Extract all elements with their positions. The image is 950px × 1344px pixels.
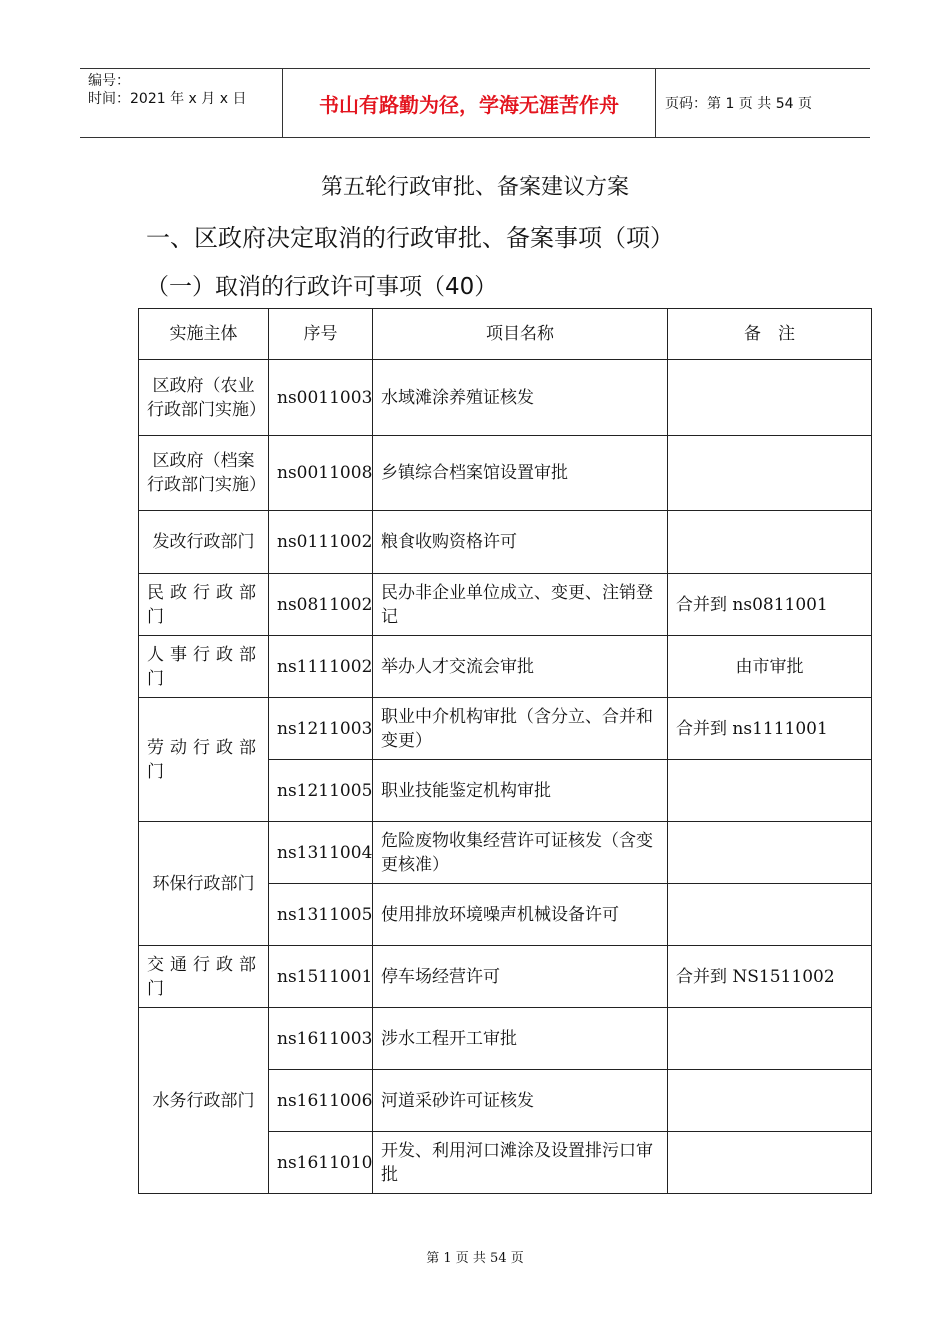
code-cell: ns1311004 xyxy=(269,822,373,884)
note-cell xyxy=(668,1132,872,1194)
code-cell: ns1611006 xyxy=(269,1070,373,1132)
table-row xyxy=(139,1008,872,1070)
header-meta xyxy=(80,69,282,137)
note-cell xyxy=(668,760,872,822)
page-info: 页码：第 1 页 共 54 页 xyxy=(665,96,812,112)
name-cell: 河道采砂许可证核发 xyxy=(373,1070,668,1132)
code-cell: ns1511001 xyxy=(269,946,373,1008)
note-cell xyxy=(668,1070,872,1132)
note-cell: 合并到 ns0811001 xyxy=(668,574,872,636)
subject-cell: 民政行政部门 xyxy=(139,574,269,636)
name-cell: 举办人才交流会审批 xyxy=(373,636,668,698)
subject-cell: 环保行政部门 xyxy=(139,822,269,946)
name-cell: 粮食收购资格许可 xyxy=(373,511,668,574)
note-cell xyxy=(668,1008,872,1070)
code-cell: ns0811002 xyxy=(269,574,373,636)
code-cell: ns0011008 xyxy=(269,436,373,511)
subject-cell: 水务行政部门 xyxy=(139,1008,269,1194)
table-row xyxy=(139,822,872,884)
code-cell: ns1211003 xyxy=(269,698,373,760)
motto: 书山有路勤为径，学海无涯苦作舟 xyxy=(282,69,656,137)
document-title: 第五轮行政审批、备案建议方案 xyxy=(320,175,629,200)
note-cell: 由市审批 xyxy=(668,636,872,698)
table-row xyxy=(139,946,872,1008)
column-header-code: 序号 xyxy=(269,309,373,360)
subject-cell: 发改行政部门 xyxy=(139,511,269,574)
table-row xyxy=(139,436,872,511)
table-row xyxy=(139,636,872,698)
name-cell: 危险废物收集经营许可证核发（含变更核准） xyxy=(373,822,668,884)
name-cell: 职业中介机构审批（含分立、合并和变更） xyxy=(373,698,668,760)
subject-cell: 区政府（档案行政部门实施） xyxy=(139,436,269,511)
column-header-subject: 实施主体 xyxy=(139,309,269,360)
table-row xyxy=(139,511,872,574)
table-row xyxy=(139,698,872,760)
code-cell: ns1611010 xyxy=(269,1132,373,1194)
name-cell: 乡镇综合档案馆设置审批 xyxy=(373,436,668,511)
section-heading: 一、区政府决定取消的行政审批、备案事项（项） xyxy=(146,224,674,252)
name-cell: 停车场经营许可 xyxy=(373,946,668,1008)
code-cell: ns1611003 xyxy=(269,1008,373,1070)
table-header-row xyxy=(139,309,872,360)
name-cell: 开发、利用河口滩涂及设置排污口审批 xyxy=(373,1132,668,1194)
note-cell: 合并到 ns1111001 xyxy=(668,698,872,760)
name-cell: 职业技能鉴定机构审批 xyxy=(373,760,668,822)
column-header-name: 项目名称 xyxy=(373,309,668,360)
approval-table xyxy=(138,308,872,1194)
column-header-note: 备 注 xyxy=(668,309,872,360)
number-label: 编号： xyxy=(88,73,130,89)
time-label: 时间：2021 年 x 月 x 日 xyxy=(88,91,247,107)
name-cell: 使用排放环境噪声机械设备许可 xyxy=(373,884,668,946)
note-cell xyxy=(668,360,872,436)
note-cell xyxy=(668,884,872,946)
name-cell: 水域滩涂养殖证核发 xyxy=(373,360,668,436)
name-cell: 涉水工程开工审批 xyxy=(373,1008,668,1070)
code-cell: ns1211005 xyxy=(269,760,373,822)
code-cell: ns1111002 xyxy=(269,636,373,698)
subsection-heading: （一）取消的行政许可事项（40） xyxy=(146,274,498,300)
subject-cell: 交通行政部门 xyxy=(139,946,269,1008)
page-footer: 第 1 页 共 54 页 xyxy=(426,1251,524,1266)
note-cell xyxy=(668,436,872,511)
code-cell: ns0011003 xyxy=(269,360,373,436)
page-header xyxy=(80,68,870,138)
subject-cell: 劳动行政部门 xyxy=(139,698,269,822)
table-row xyxy=(139,360,872,436)
table-row xyxy=(139,574,872,636)
code-cell: ns0111002 xyxy=(269,511,373,574)
subject-cell: 人事行政部门 xyxy=(139,636,269,698)
note-cell: 合并到 NS1511002 xyxy=(668,946,872,1008)
note-cell xyxy=(668,822,872,884)
name-cell: 民办非企业单位成立、变更、注销登记 xyxy=(373,574,668,636)
note-cell xyxy=(668,511,872,574)
subject-cell: 区政府（农业行政部门实施） xyxy=(139,360,269,436)
code-cell: ns1311005 xyxy=(269,884,373,946)
